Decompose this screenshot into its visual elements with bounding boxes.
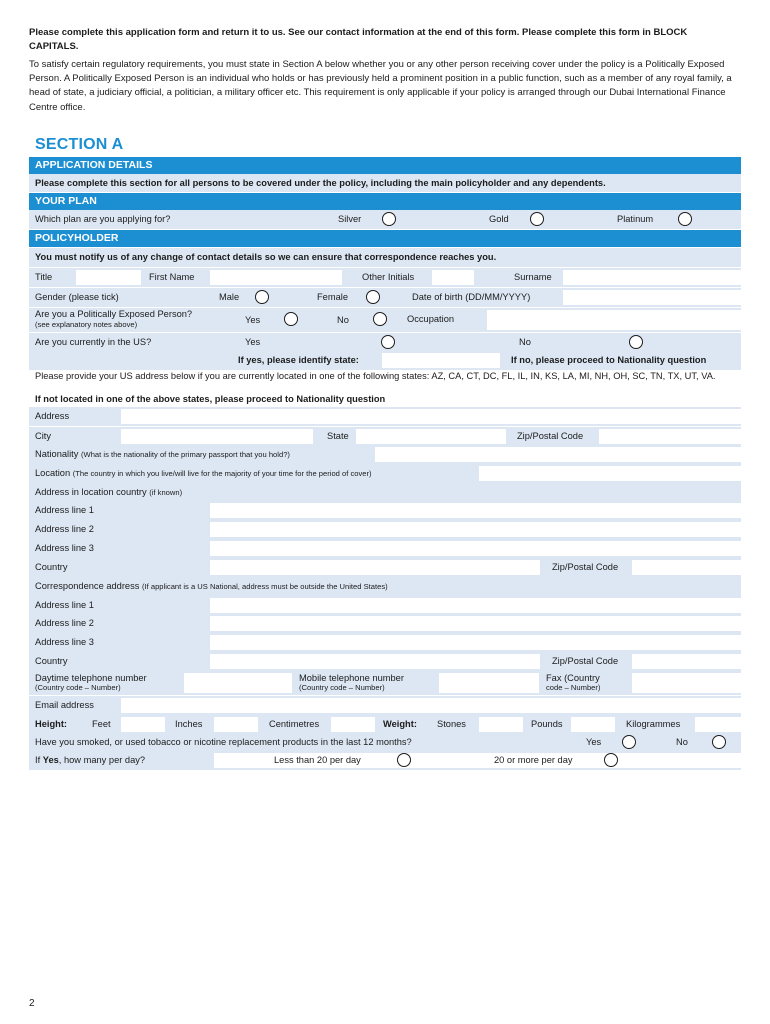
pep-yes-label: Yes	[245, 315, 261, 325]
corr-address-line-1-label: Address line 1	[35, 600, 94, 610]
state-input[interactable]	[356, 429, 506, 444]
if-yes-state-label: If yes, please identify state:	[238, 355, 359, 365]
corr-address-line-2-label: Address line 2	[35, 618, 94, 628]
occupation-input[interactable]	[487, 310, 741, 330]
smoking-question: Have you smoked, or used tobacco or nicotine replacement products in the last 12 months?	[35, 737, 412, 747]
corr-address-line-1-input[interactable]	[210, 598, 741, 613]
dob-input[interactable]	[563, 290, 741, 305]
female-label: Female	[317, 292, 349, 302]
gender-row	[29, 288, 741, 307]
loc-address-line-3-label: Address line 3	[35, 543, 94, 553]
policyholder-notice: You must notify us of any change of contact details so we can ensure that correspondence reaches you.	[35, 252, 497, 262]
pep-yes-radio[interactable]	[284, 312, 298, 326]
address-location-note: (if known)	[149, 488, 183, 497]
pep-row	[29, 308, 741, 332]
address-location-text: Address in location country	[35, 487, 147, 497]
corr-address-line-1-row	[29, 596, 741, 615]
name-row	[29, 268, 741, 287]
address-location-header-row	[29, 483, 741, 502]
kilogrammes-input[interactable]	[695, 717, 741, 732]
plan-question: Which plan are you applying for?	[35, 214, 171, 224]
city-input[interactable]	[121, 429, 313, 444]
smoking-amount-row	[29, 751, 741, 770]
correspondence-text: Correspondence address	[35, 581, 140, 591]
surname-label: Surname	[514, 272, 552, 282]
loc-zip-input[interactable]	[632, 560, 741, 575]
plan-row	[29, 210, 741, 229]
application-details-header: APPLICATION DETAILS	[29, 157, 741, 174]
title-label: Title	[35, 272, 53, 282]
inches-label: Inches	[175, 719, 203, 729]
email-input[interactable]	[121, 698, 741, 713]
plan-platinum-radio[interactable]	[678, 212, 692, 226]
smoking-yes-radio[interactable]	[622, 735, 636, 749]
male-radio[interactable]	[255, 290, 269, 304]
nationality-label	[35, 445, 290, 464]
corr-address-line-2-row	[29, 614, 741, 633]
loc-address-line-3-input[interactable]	[210, 541, 741, 556]
in-us-no-radio[interactable]	[629, 335, 643, 349]
first-name-label: First Name	[149, 272, 195, 282]
loc-country-label: Country	[35, 562, 68, 572]
if-yes-prefix: If	[35, 755, 43, 765]
loc-country-input[interactable]	[210, 560, 540, 575]
loc-address-line-1-label: Address line 1	[35, 505, 94, 515]
20-or-more-label: 20 or more per day	[494, 755, 573, 765]
city-label: City	[35, 431, 52, 441]
corr-address-line-3-row	[29, 633, 741, 652]
loc-address-line-2-input[interactable]	[210, 522, 741, 537]
height-weight-row	[29, 715, 741, 734]
pep-question: Are you a Politically Exposed Person?	[35, 309, 193, 319]
intro-pep-explanation: To satisfy certain regulatory requirements, you must state in Section A below whether you or any other person receiving cover under the policy is a Politically Exposed Person. A Politically Exposed Person is an individual who holds or has previously held a prominent position in a public function, such as a member of any royal family, a head of state, a judiciary official, a politician, a military officer etc. This requirement is only applicable if your policy is arranged through our Dubai International Finance Centre office.	[29, 59, 732, 113]
us-zip-input[interactable]	[599, 429, 741, 444]
smoking-row	[29, 733, 741, 752]
location-input[interactable]	[479, 466, 741, 481]
application-details-note: Please complete this section for all persons to be covered under the policy, including the main policyholder and any dependents.	[35, 178, 606, 188]
location-label	[35, 464, 372, 483]
phone-row	[29, 671, 741, 695]
page-number: 2	[29, 998, 35, 1009]
pounds-label: Pounds	[531, 719, 563, 729]
your-plan-header: YOUR PLAN	[29, 193, 741, 210]
corr-zip-label: Zip/Postal Code	[552, 656, 619, 666]
smoking-no-label: No	[676, 737, 688, 747]
mobile-phone-input[interactable]	[439, 673, 539, 693]
occupation-label: Occupation	[407, 314, 455, 324]
smoking-no-radio[interactable]	[712, 735, 726, 749]
fax-input[interactable]	[632, 673, 741, 693]
other-initials-input[interactable]	[432, 270, 474, 285]
daytime-phone-label: Daytime telephone number	[35, 673, 147, 683]
female-radio[interactable]	[366, 290, 380, 304]
loc-address-line-2-label: Address line 2	[35, 524, 94, 534]
inches-input[interactable]	[214, 717, 258, 732]
smoking-amount-question	[35, 751, 145, 770]
plan-silver-label: Silver	[338, 214, 362, 224]
first-name-input[interactable]	[210, 270, 342, 285]
weight-label: Weight:	[383, 719, 417, 729]
us-state-input[interactable]	[382, 353, 500, 368]
corr-country-input[interactable]	[210, 654, 540, 669]
nationality-note: (What is the nationality of the primary passport that you hold?)	[81, 450, 290, 459]
less-than-20-radio[interactable]	[397, 753, 411, 767]
if-yes-bold: Yes	[42, 755, 59, 765]
mobile-phone-label: Mobile telephone number	[299, 673, 404, 683]
smoking-yes-label: Yes	[586, 737, 602, 747]
pounds-input[interactable]	[571, 717, 615, 732]
us-address-note-row	[29, 370, 741, 406]
us-address-note: Please provide your US address below if you are currently located in one of the following states: AZ, CA, CT, DC, FL, IL, IN, KS, LA, MI, NH, OH, SC, TN, TX, UT, VA.	[35, 371, 716, 381]
section-title: SECTION A	[35, 136, 124, 153]
corr-address-line-3-input[interactable]	[210, 635, 741, 650]
corr-address-line-2-input[interactable]	[210, 616, 741, 631]
dob-label: Date of birth (DD/MM/YYYY)	[412, 292, 531, 302]
feet-label: Feet	[92, 719, 111, 729]
pep-note: (see explanatory notes above)	[35, 320, 138, 329]
in-us-yes-radio[interactable]	[381, 335, 395, 349]
in-us-followup-row	[29, 351, 741, 370]
location-note: (The country in which you live/will live for the majority of your time for the period of cover)	[72, 469, 372, 478]
application-details-note-row	[29, 174, 741, 192]
mobile-phone-note: (Country code – Number)	[299, 683, 385, 692]
kilogrammes-label: Kilogrammes	[626, 719, 681, 729]
us-zip-label: Zip/Postal Code	[517, 431, 584, 441]
if-no-note: If no, please proceed to Nationality question	[511, 355, 707, 365]
location-row	[29, 464, 741, 483]
fax-label: Fax (Country	[546, 673, 600, 683]
corr-country-row	[29, 652, 741, 671]
plan-gold-radio[interactable]	[530, 212, 544, 226]
fax-note: code – Number)	[546, 683, 601, 692]
address-location-label	[35, 483, 182, 502]
loc-address-line-2-row	[29, 520, 741, 539]
20-or-more-radio[interactable]	[604, 753, 618, 767]
policyholder-header: POLICYHOLDER	[29, 230, 741, 247]
in-us-no-label: No	[519, 337, 531, 347]
centimetres-input[interactable]	[331, 717, 375, 732]
how-many-text: , how many per day?	[58, 755, 146, 765]
pep-no-label: No	[337, 315, 349, 325]
correspondence-note: (If applicant is a US National, address must be outside the United States)	[142, 582, 388, 591]
stones-label: Stones	[437, 719, 466, 729]
plan-platinum-label: Platinum	[617, 214, 654, 224]
corr-zip-input[interactable]	[632, 654, 741, 669]
in-us-yes-label: Yes	[245, 337, 261, 347]
email-label: Email address	[35, 700, 94, 710]
us-city-row	[29, 427, 741, 446]
gender-label: Gender (please tick)	[35, 292, 119, 302]
us-address-row	[29, 407, 741, 426]
us-address-input[interactable]	[121, 409, 741, 424]
email-row	[29, 696, 741, 715]
correspondence-header-row	[29, 577, 741, 596]
stones-input[interactable]	[479, 717, 523, 732]
loc-country-row	[29, 558, 741, 577]
loc-address-line-1-input[interactable]	[210, 503, 741, 518]
corr-address-line-3-label: Address line 3	[35, 637, 94, 647]
feet-input[interactable]	[121, 717, 165, 732]
loc-address-line-3-row	[29, 539, 741, 558]
daytime-phone-note: (Country code – Number)	[35, 683, 121, 692]
male-label: Male	[219, 292, 240, 302]
in-us-row	[29, 333, 741, 352]
correspondence-label	[35, 577, 388, 596]
plan-silver-radio[interactable]	[382, 212, 396, 226]
less-than-20-label: Less than 20 per day	[274, 755, 361, 765]
intro-instructions: Please complete this application form and return it to us. See our contact information at the end of this form. Please complete this form in BLOCK CAPITALS.	[29, 27, 688, 53]
in-us-question: Are you currently in the US?	[35, 337, 152, 347]
loc-zip-label: Zip/Postal Code	[552, 562, 619, 572]
location-label-text: Location	[35, 468, 71, 478]
state-label: State	[327, 431, 349, 441]
other-initials-label: Other Initials	[362, 272, 415, 282]
pep-no-radio[interactable]	[373, 312, 387, 326]
plan-gold-label: Gold	[489, 214, 509, 224]
title-input[interactable]	[76, 270, 141, 285]
not-located-note: If not located in one of the above states, please proceed to Nationality question	[35, 394, 386, 404]
us-address-label: Address	[35, 411, 70, 421]
nationality-input[interactable]	[375, 447, 741, 462]
surname-input[interactable]	[563, 270, 741, 285]
daytime-phone-input[interactable]	[184, 673, 292, 693]
nationality-row	[29, 445, 741, 464]
policyholder-notice-row	[29, 248, 741, 267]
centimetres-label: Centimetres	[269, 719, 320, 729]
loc-address-line-1-row	[29, 501, 741, 520]
nationality-label-text: Nationality	[35, 449, 79, 459]
corr-country-label: Country	[35, 656, 68, 666]
height-label: Height:	[35, 719, 68, 729]
